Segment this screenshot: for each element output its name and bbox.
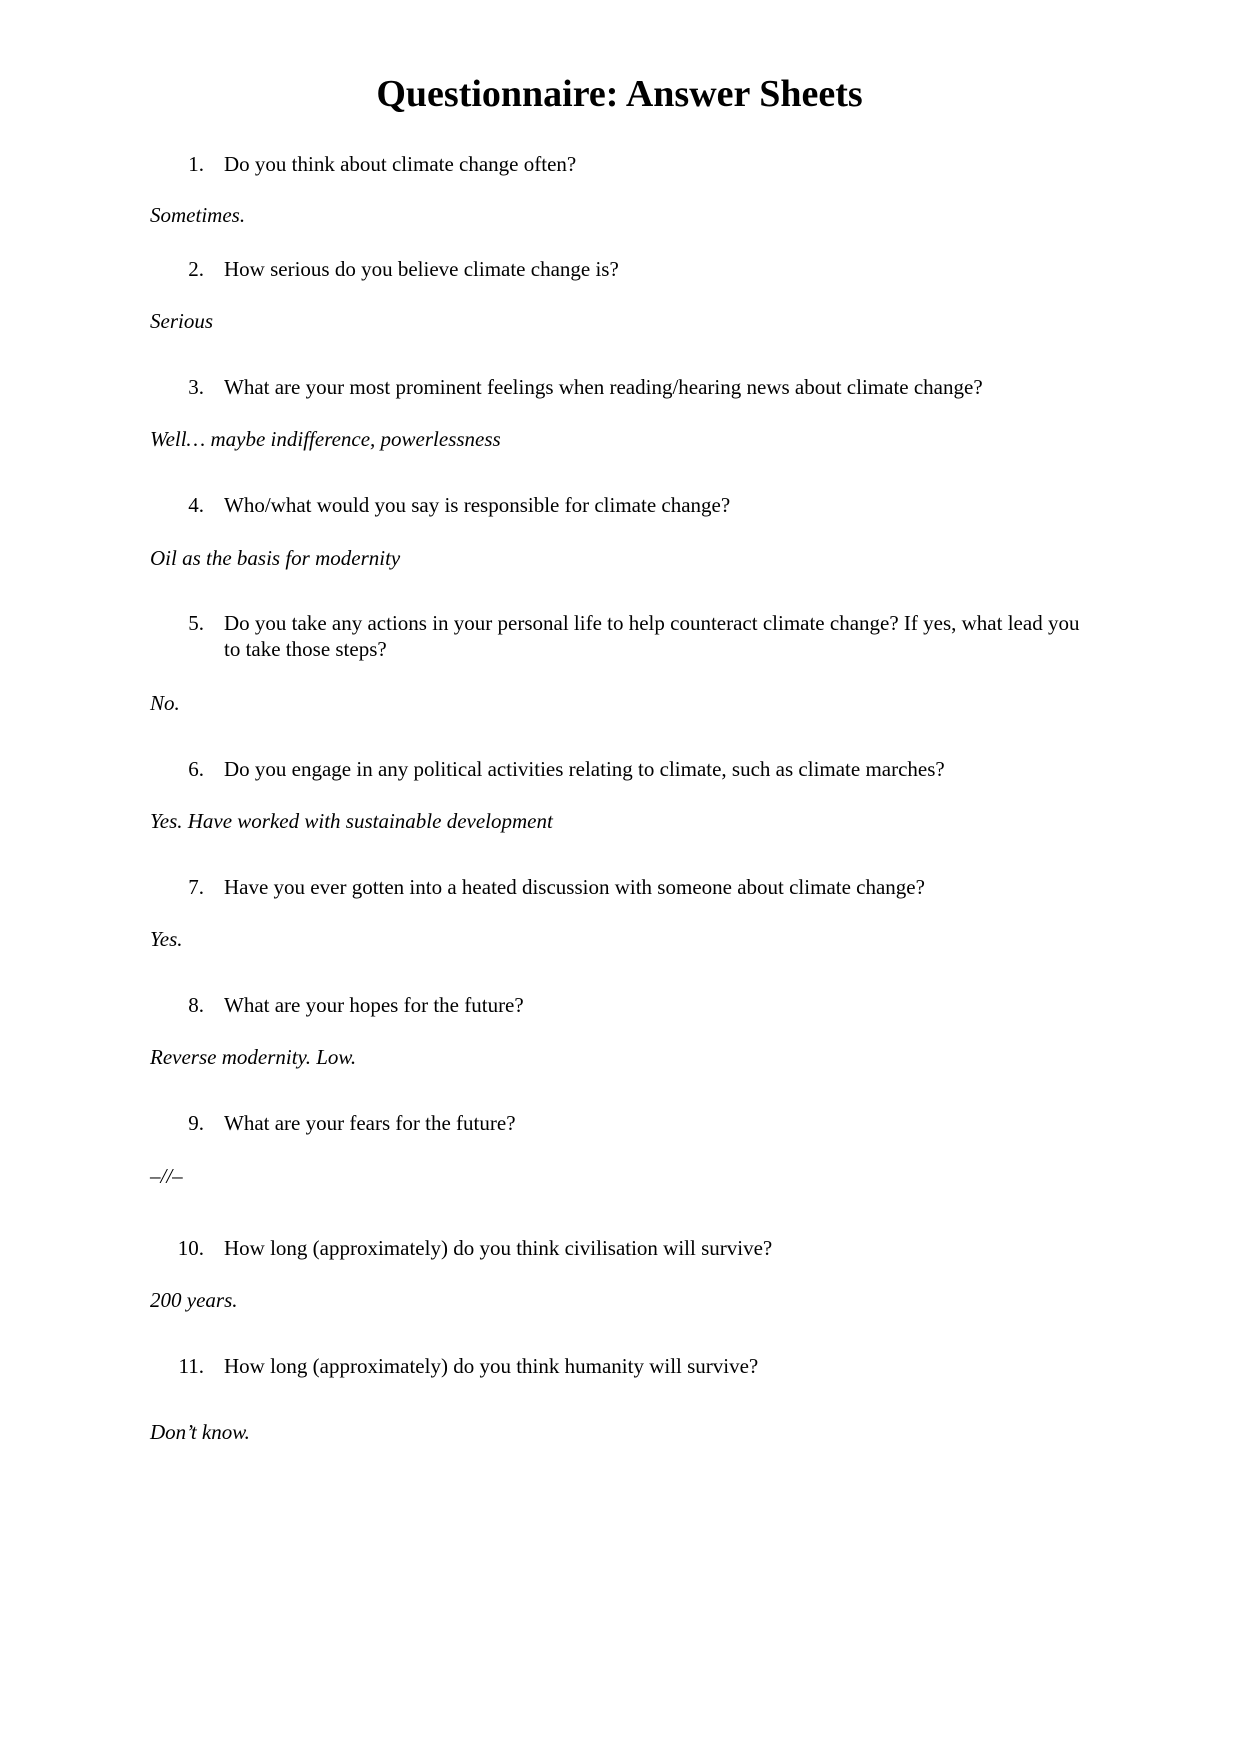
question-number: 4. xyxy=(188,493,204,517)
question-text: Do you engage in any political activities relating to climate, such as climate marches? xyxy=(224,757,945,781)
question-text: How long (approximately) do you think humanity will survive? xyxy=(224,1354,759,1378)
question-number: 9. xyxy=(188,1111,204,1135)
answer-4: Oil as the basis for modernity xyxy=(150,546,401,570)
question-number: 11. xyxy=(178,1354,204,1378)
question-text: Do you think about climate change often? xyxy=(224,152,577,176)
question-number: 8. xyxy=(188,993,204,1017)
question-text: What are your hopes for the future? xyxy=(224,993,524,1017)
answer-8: Reverse modernity. Low. xyxy=(150,1045,357,1069)
answer-5: No. xyxy=(150,691,180,715)
answer-2: Serious xyxy=(150,309,213,333)
question-number: 1. xyxy=(188,152,204,176)
question-text: What are your fears for the future? xyxy=(224,1111,516,1135)
page-title: Questionnaire: Answer Sheets xyxy=(376,73,863,115)
answer-10: 200 years. xyxy=(150,1288,238,1312)
question-text: Have you ever gotten into a heated discussion with someone about climate change? xyxy=(224,875,925,899)
question-number: 6. xyxy=(188,757,204,781)
question-text: Do you take any actions in your personal life to help counteract climate change? If yes, what lead you to take those steps? xyxy=(224,611,1080,661)
answer-11: Don’t know. xyxy=(150,1420,250,1444)
answer-7: Yes. xyxy=(150,927,183,951)
question-text: What are your most prominent feelings when reading/hearing news about climate change? xyxy=(224,375,983,399)
answer-9: –//– xyxy=(150,1164,183,1188)
question-text: Who/what would you say is responsible for climate change? xyxy=(224,493,731,517)
question-text: How serious do you believe climate change is? xyxy=(224,257,619,281)
answer-6: Yes. Have worked with sustainable development xyxy=(150,809,553,833)
question-number: 10. xyxy=(177,1236,204,1260)
question-text: How long (approximately) do you think civilisation will survive? xyxy=(224,1236,773,1260)
answer-1: Sometimes. xyxy=(150,203,246,227)
question-number: 7. xyxy=(188,875,204,899)
question-number: 3. xyxy=(188,375,204,399)
question-number: 5. xyxy=(188,611,204,635)
answer-3: Well… maybe indifference, powerlessness xyxy=(150,427,501,451)
question-number: 2. xyxy=(188,257,204,281)
